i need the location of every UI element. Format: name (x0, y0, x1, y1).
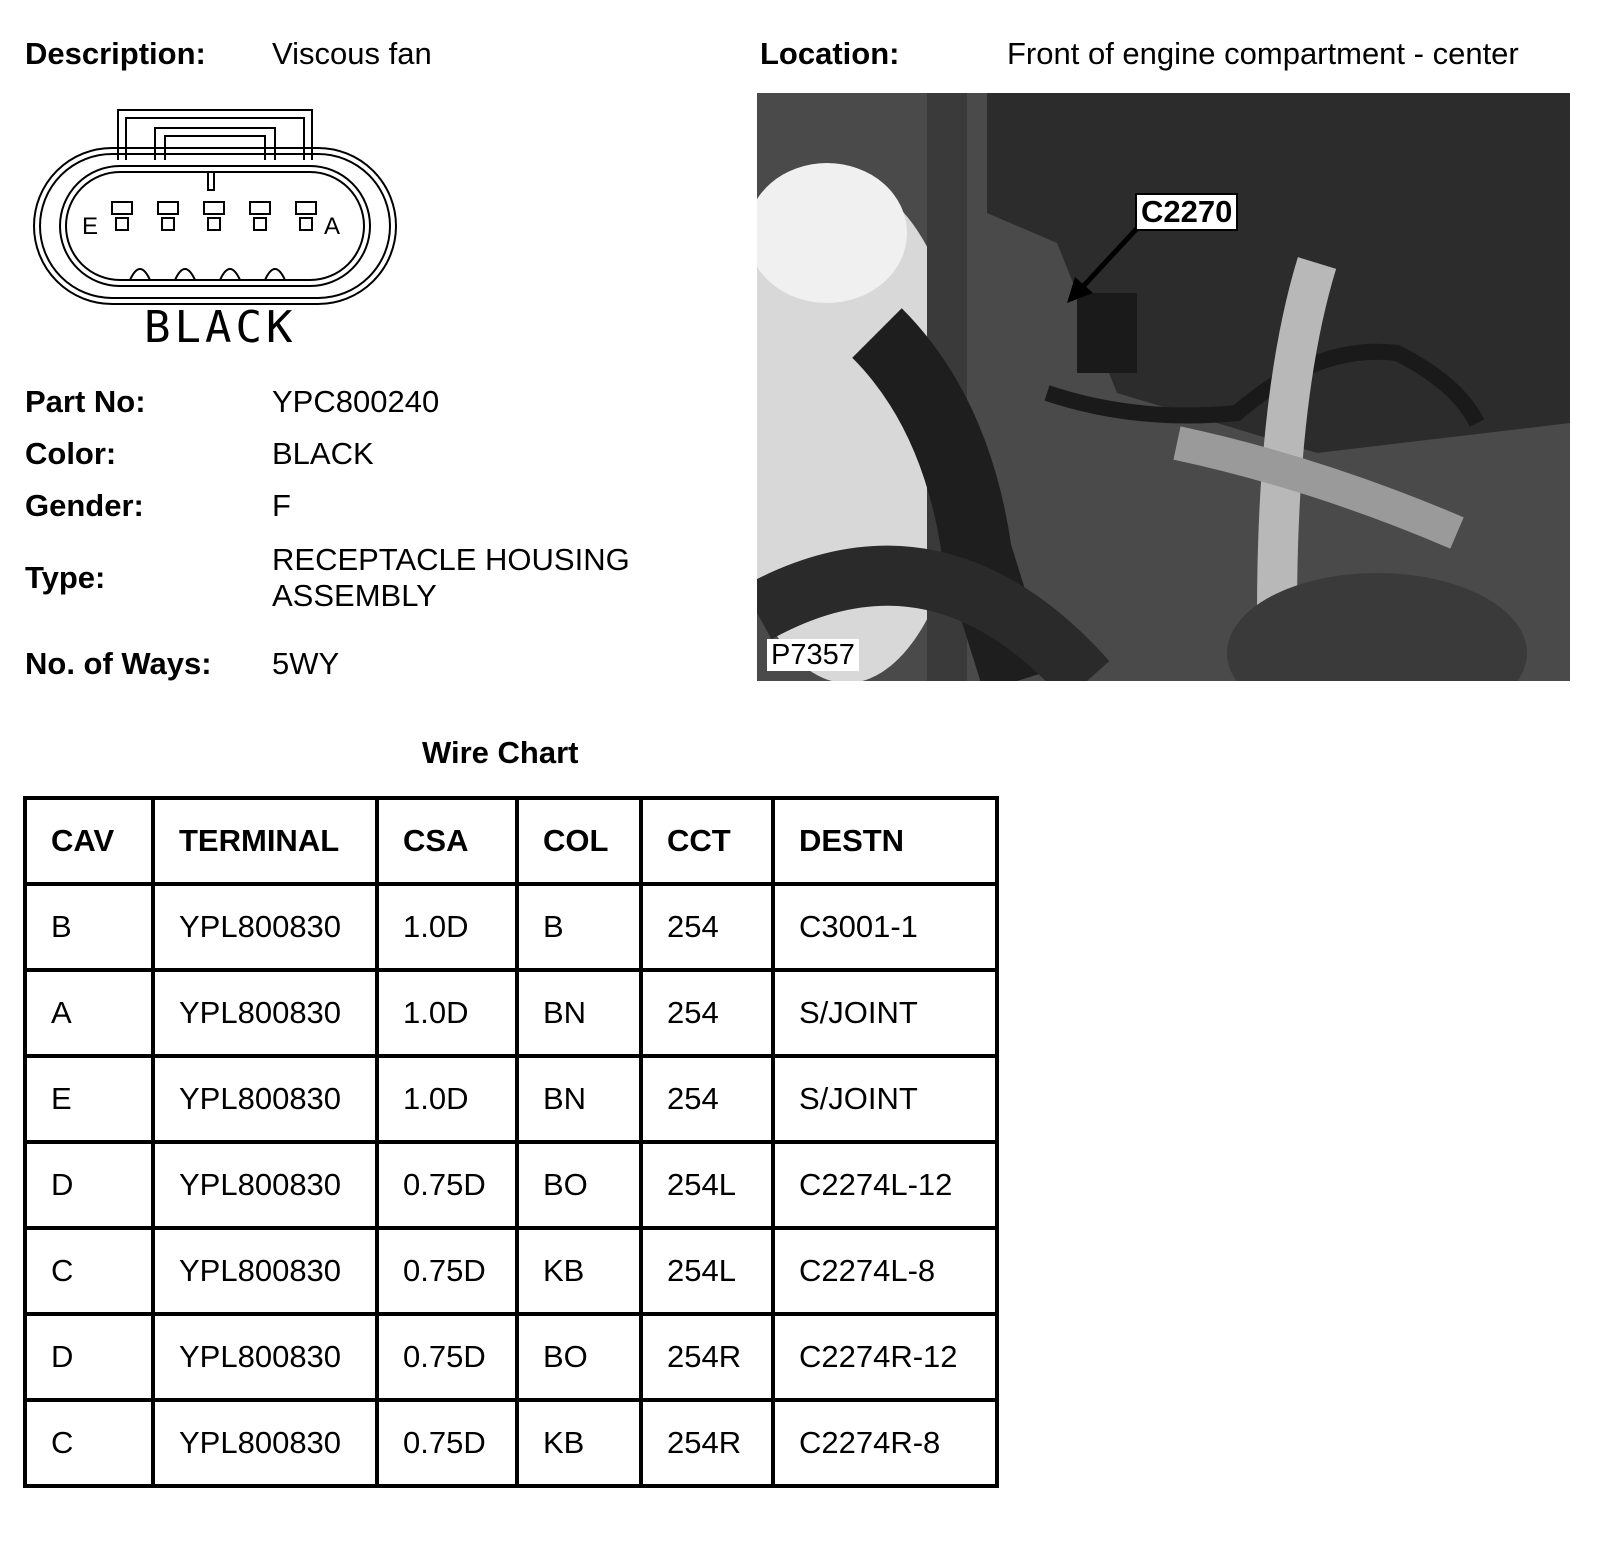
location-photo (757, 93, 1570, 681)
cell-terminal: YPL800830 (153, 1142, 377, 1228)
description-value: Viscous fan (272, 36, 432, 71)
cell-cct: 254R (641, 1314, 773, 1400)
engine-bay-photo-icon (757, 93, 1570, 681)
cell-terminal: YPL800830 (153, 884, 377, 970)
cell-cct: 254R (641, 1400, 773, 1486)
cell-cav: C (25, 1228, 153, 1314)
cell-csa: 0.75D (377, 1314, 517, 1400)
wire-chart-title: Wire Chart (422, 735, 579, 770)
cell-terminal: YPL800830 (153, 970, 377, 1056)
cell-terminal: YPL800830 (153, 1056, 377, 1142)
cell-cav: B (25, 884, 153, 970)
cell-col: KB (517, 1228, 641, 1314)
cell-destn: C2274L-12 (773, 1142, 997, 1228)
cell-destn: C3001-1 (773, 884, 997, 970)
cell-terminal: YPL800830 (153, 1400, 377, 1486)
description-label: Description: (25, 36, 206, 71)
cell-csa: 1.0D (377, 1056, 517, 1142)
cell-cct: 254L (641, 1142, 773, 1228)
ways-value: 5WY (272, 646, 340, 681)
cell-cct: 254 (641, 1056, 773, 1142)
color-value: BLACK (272, 436, 374, 471)
cell-csa: 0.75D (377, 1142, 517, 1228)
location-label: Location: (760, 36, 900, 71)
connector-face-icon (30, 100, 400, 360)
cell-destn: S/JOINT (773, 970, 997, 1056)
table-row (25, 884, 997, 970)
cell-terminal: YPL800830 (153, 1228, 377, 1314)
cell-destn: S/JOINT (773, 1056, 997, 1142)
header-terminal: TERMINAL (153, 798, 377, 884)
cell-cav: D (25, 1314, 153, 1400)
cell-destn: C2274R-12 (773, 1314, 997, 1400)
table-row (25, 970, 997, 1056)
cell-cct: 254 (641, 970, 773, 1056)
type-label: Type: (25, 560, 106, 595)
part-no-label: Part No: (25, 384, 146, 419)
type-value-line2: ASSEMBLY (272, 578, 437, 613)
header-destn: DESTN (773, 798, 997, 884)
table-row (25, 1142, 997, 1228)
cell-col: BO (517, 1314, 641, 1400)
cell-terminal: YPL800830 (153, 1314, 377, 1400)
cell-destn: C2274R-8 (773, 1400, 997, 1486)
part-no-value: YPC800240 (272, 384, 440, 419)
table-header-row (25, 798, 997, 884)
cell-cct: 254L (641, 1228, 773, 1314)
header-csa: CSA (377, 798, 517, 884)
header-cct: CCT (641, 798, 773, 884)
color-label: Color: (25, 436, 117, 471)
header-col: COL (517, 798, 641, 884)
cell-cav: A (25, 970, 153, 1056)
cell-col: B (517, 884, 641, 970)
cell-csa: 0.75D (377, 1400, 517, 1486)
table-row (25, 1228, 997, 1314)
type-value-line1: RECEPTACLE HOUSING (272, 542, 630, 577)
gender-value: F (272, 488, 291, 523)
header-cav: CAV (25, 798, 153, 884)
cell-col: KB (517, 1400, 641, 1486)
table-row (25, 1056, 997, 1142)
ways-label: No. of Ways: (25, 646, 212, 681)
photo-callout-label: C2270 (1135, 193, 1238, 231)
cell-destn: C2274L-8 (773, 1228, 997, 1314)
cell-cav: E (25, 1056, 153, 1142)
cell-csa: 1.0D (377, 884, 517, 970)
cell-csa: 0.75D (377, 1228, 517, 1314)
connector-color-text: BLACK (144, 302, 297, 353)
cell-col: BN (517, 1056, 641, 1142)
cell-col: BO (517, 1142, 641, 1228)
wire-chart-table (23, 796, 999, 1488)
pin-label-e: E (82, 213, 99, 240)
cell-cav: D (25, 1142, 153, 1228)
cell-cct: 254 (641, 884, 773, 970)
connector-diagram (30, 100, 400, 360)
gender-label: Gender: (25, 488, 144, 523)
photo-reference: P7357 (767, 639, 859, 671)
location-value: Front of engine compartment - center (1007, 36, 1519, 71)
table-row (25, 1314, 997, 1400)
cell-col: BN (517, 970, 641, 1056)
cell-cav: C (25, 1400, 153, 1486)
pin-label-a: A (324, 213, 341, 240)
cell-csa: 1.0D (377, 970, 517, 1056)
table-row (25, 1400, 997, 1486)
